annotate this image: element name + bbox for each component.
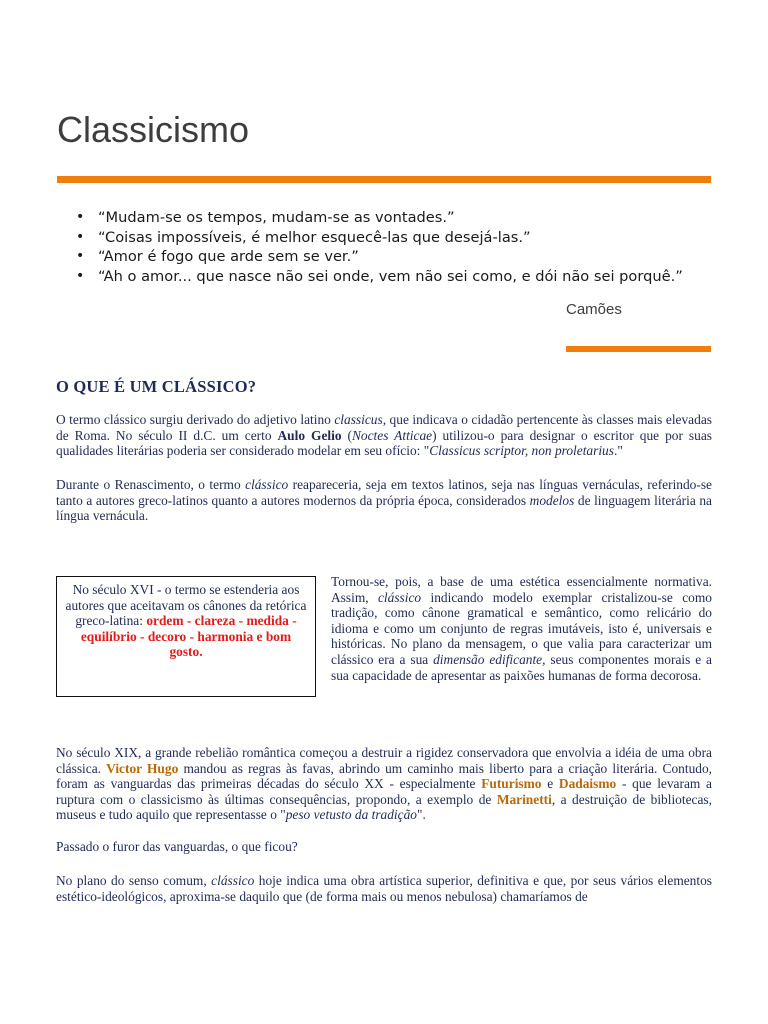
paragraph-romantic: No século XIX, a grande rebelião romântica começou a destruir a rigidez conservadora que envolvia a idéia de uma obra clássica. Victor Hugo mandou as regras às favas, abrindo um caminho mais liberto para a criação literária. Contudo, foram as vanguardas das primeiras décadas do século XX - especialmente Futurismo e Dadaismo - que levaram a ruptura com o classicismo às últimas consequências, propondo, a exemplo de Marinetti, a destruição de bibliotecas, museus e tudo aquilo que representasse o "peso vetusto da tradição". <box>56 745 712 823</box>
name-dadaismo: Dadaismo <box>558 776 617 792</box>
section-heading: O QUE É UM CLÁSSICO? <box>56 377 257 396</box>
paragraph-origin: O termo clássico surgiu derivado do adjetivo latino classicus, que indicava o cidadão pertencente às classes mais elevadas de Roma. No século II d.C. um certo Aulo Gelio (Noctes Atticae) utilizou-o para designar o escritor que por suas qualidades literárias poderia ser considerado modelar em seu ofício: "Classicus scriptor, non proletarius." <box>56 412 712 459</box>
quote-list <box>76 208 683 286</box>
quote-author: Camões <box>566 301 622 318</box>
page-title: Classicismo <box>57 109 250 150</box>
note-highlight: ordem - clareza - medida - equilíbrio - decoro - harmonia e bom gosto. <box>80 613 297 660</box>
name-marinetti: Marinetti <box>496 791 552 807</box>
paragraph-common-sense: No plano do senso comum, clássico hoje indica uma obra artística superior, definitiva e que, por seus vários elementos estético-ideológicos, aproxima-se daquilo que (de forma mais ou menos nebulosa) chamaríamos de <box>56 873 713 904</box>
author-divider <box>566 346 711 352</box>
title-divider <box>57 176 711 183</box>
paragraph-question: Passado o furor das vanguardas, o que ficou? <box>56 839 298 854</box>
name-futurismo: Futurismo <box>481 776 542 792</box>
quote-item: • “Amor é fogo que arde sem se ver.” <box>76 247 683 267</box>
quote-item: • “Coisas impossíveis, é melhor esquecê-las que desejá-las.” <box>76 228 683 248</box>
quote-item: • “Mudam-se os tempos, mudam-se as vontades.” <box>76 208 683 228</box>
sidebar-note-box <box>56 576 316 697</box>
name-victor-hugo: Victor Hugo <box>106 760 179 776</box>
note-text: No século XVI - o termo se estenderia aos autores que aceitavam os cânones da retórica greco-latina: <box>65 582 307 629</box>
paragraph-renaissance: Durante o Renascimento, o termo clássico reapareceria, seja em textos latinos, seja nas línguas vernáculas, referindo-se tanto a autores greco-latinos quanto a autores modernos da própria época, considerados modelos de linguagem literária na língua vernácula. <box>56 477 712 524</box>
quote-item: • “Ah o amor... que nasce não sei onde, vem não sei como, e dói não sei porquê.” <box>76 267 683 287</box>
paragraph-normative: Tornou-se, pois, a base de uma estética essencialmente normativa. Assim, clássico indicando modelo exemplar cristalizou-se como tradição, como cânone gramatical e semântico, como relicário do idioma e como um conjunto de regras imutáveis, isto é, universais e históricas. No plano da mensagem, o que valia para caracterizar um clássico era a sua dimensão edificante, seus componentes morais e a sua capacidade de apresentar as paixões humanas de forma decorosa. <box>331 574 712 683</box>
